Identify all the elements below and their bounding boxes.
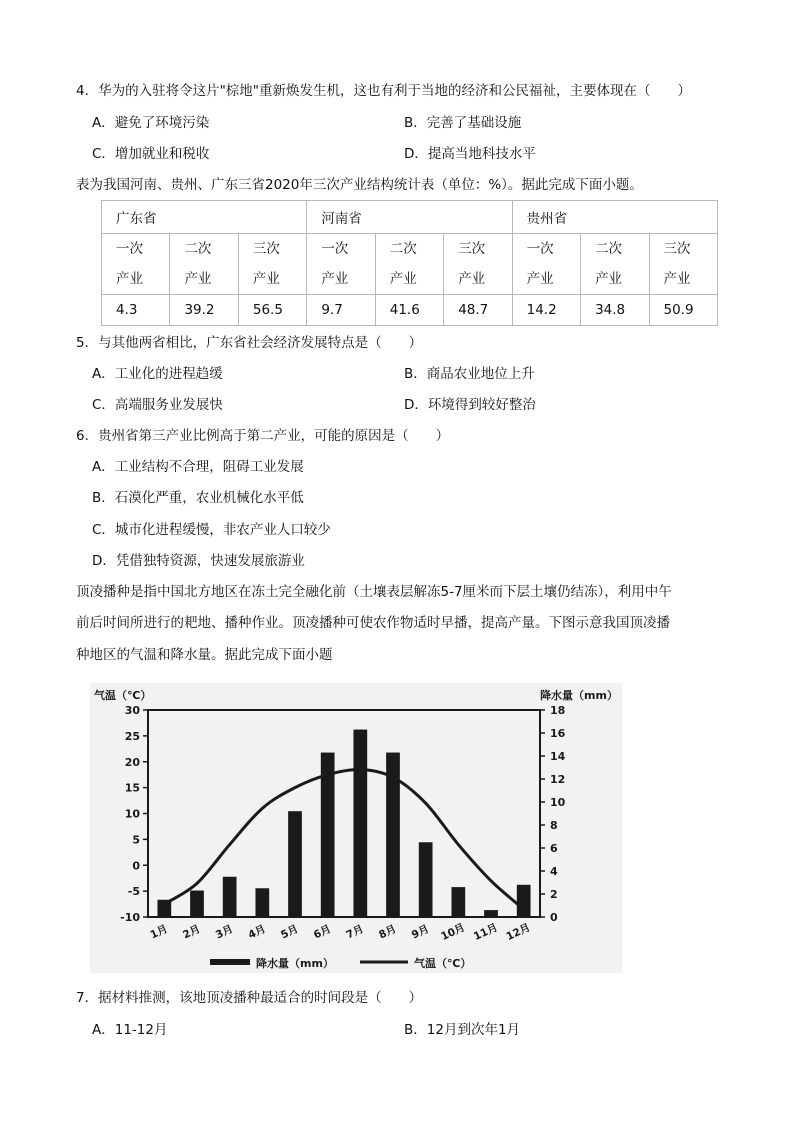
- industry-header: 三次产业: [238, 234, 306, 295]
- x-month-label: 12月: [504, 921, 533, 944]
- precipitation-bar: [288, 811, 302, 917]
- precipitation-bar: [419, 842, 433, 917]
- table-cell: 48.7: [444, 295, 512, 326]
- table-cell: 34.8: [581, 295, 649, 326]
- q6-option-b[interactable]: B．石漠化严重，农业机械化水平低: [92, 490, 304, 506]
- q4-option-a[interactable]: A．避免了环境污染: [92, 115, 210, 131]
- x-month-label: 7月: [344, 923, 366, 942]
- y-right-tick-label: 10: [550, 796, 566, 809]
- table-cell: 9.7: [307, 295, 375, 326]
- q5-option-d[interactable]: D．环境得到较好整治: [404, 397, 536, 413]
- y-left-tick-label: -10: [120, 911, 140, 924]
- legend-precipitation: 降水量（mm）: [256, 957, 334, 970]
- province-henan: 河南省: [307, 201, 512, 234]
- y-right-tick-label: 2: [550, 888, 558, 901]
- province-guangdong: 广东省: [102, 201, 307, 234]
- q6-option-d[interactable]: D．凭借独特资源，快速发展旅游业: [92, 553, 305, 569]
- q4-option-b[interactable]: B．完善了基础设施: [404, 115, 522, 131]
- precipitation-bar: [451, 887, 465, 917]
- precipitation-bar: [223, 877, 237, 917]
- q4-option-d[interactable]: D．提高当地科技水平: [404, 146, 536, 162]
- industry-header: 二次产业: [375, 234, 443, 295]
- legend-bar-swatch: [210, 959, 250, 965]
- q4-stem: 4．华为的入驻将令这片"棕地"重新焕发生机，这也有利于当地的经济和公民福祉，主要体现在（ ）: [76, 83, 692, 99]
- y-left-tick-label: 15: [124, 781, 140, 795]
- q5-option-b[interactable]: B．商品农业地位上升: [404, 366, 535, 382]
- q6-option-a[interactable]: A．工业结构不合理，阻碍工业发展: [92, 459, 304, 475]
- y-left-tick-label: 10: [124, 807, 140, 821]
- x-month-label: 6月: [311, 923, 334, 942]
- table-cell: 14.2: [512, 295, 580, 326]
- y-right-tick-label: 14: [550, 750, 566, 763]
- x-month-label: 3月: [213, 923, 236, 942]
- y-right-tick-label: 12: [550, 773, 566, 786]
- climate-chart: [90, 683, 622, 973]
- y-left-tick-label: 25: [124, 729, 140, 743]
- q5-option-a[interactable]: A．工业化的进程趋缓: [92, 366, 223, 382]
- y-left-tick-label: -5: [127, 885, 140, 899]
- y-left-tick-label: 0: [132, 859, 140, 873]
- legend-temperature: 气温（℃）: [414, 957, 472, 970]
- y-right-tick-label: 8: [550, 819, 558, 832]
- q7-option-b[interactable]: B．12月到次年1月: [404, 1022, 521, 1038]
- table-row-values: [102, 295, 718, 326]
- q4-option-c[interactable]: C．增加就业和税收: [92, 146, 210, 162]
- x-month-label: 4月: [246, 923, 268, 942]
- q5-option-c[interactable]: C．高端服务业发展快: [92, 397, 223, 413]
- x-month-label: 2月: [181, 923, 203, 942]
- industry-header: 一次产业: [102, 234, 170, 295]
- industry-header: 二次产业: [581, 234, 649, 295]
- precipitation-bar: [190, 891, 204, 917]
- x-month-label: 11月: [471, 921, 500, 944]
- industry-header: 二次产业: [170, 234, 238, 295]
- q5-stem: 5．与其他两省相比，广东省社会经济发展特点是（ ）: [76, 335, 423, 351]
- table-cell: 50.9: [649, 295, 718, 326]
- industry-header: 一次产业: [307, 234, 375, 295]
- y-right-tick-label: 4: [550, 865, 558, 878]
- chart-intro-line-3: 种地区的气温和降水量。据此完成下面小题: [76, 647, 333, 663]
- q6-option-c[interactable]: C．城市化进程缓慢，非农产业人口较少: [92, 522, 331, 538]
- industry-header: 三次产业: [649, 234, 718, 295]
- x-month-label: 1月: [148, 923, 170, 942]
- x-month-label: 9月: [409, 923, 432, 942]
- q6-stem: 6．贵州省第三产业比例高于第二产业，可能的原因是（ ）: [76, 428, 450, 444]
- table-row-industries: [102, 234, 718, 295]
- industry-header: 一次产业: [512, 234, 580, 295]
- q7-option-a[interactable]: A．11-12月: [92, 1022, 168, 1038]
- table-cell: 41.6: [375, 295, 443, 326]
- y-left-tick-label: 20: [124, 755, 140, 769]
- industry-structure-table: [101, 200, 718, 326]
- table-intro: 表为我国河南、贵州、广东三省2020年三次产业结构统计表（单位：%）。据此完成下面小题。: [76, 177, 643, 193]
- y-axis-right-label: 降水量（mm）: [540, 689, 618, 702]
- x-month-label: 10月: [439, 921, 467, 944]
- chart-intro-line-2: 前后时间所进行的耙地、播种作业。顶凌播种可使农作物适时早播，提高产量。下图示意我国顶凌播: [76, 615, 670, 631]
- q7-stem: 7．据材料推测，该地顶凌播种最适合的时间段是（ ）: [76, 990, 423, 1006]
- chart-intro-line-1: 顶凌播种是指中国北方地区在冻土完全融化前（土壤表层解冻5-7厘米而下层土壤仍结冻），利用中午: [76, 584, 672, 600]
- y-right-tick-label: 18: [550, 704, 566, 717]
- y-left-tick-label: 30: [124, 704, 140, 717]
- table-cell: 4.3: [102, 295, 170, 326]
- precipitation-bar: [517, 885, 531, 917]
- y-right-tick-label: 16: [550, 727, 566, 740]
- precipitation-bar: [255, 888, 269, 917]
- climate-chart-svg: [90, 683, 622, 973]
- precipitation-bar: [484, 910, 498, 917]
- x-month-label: 8月: [377, 923, 399, 942]
- y-right-tick-label: 0: [550, 911, 558, 924]
- x-month-label: 5月: [279, 923, 301, 942]
- industry-header: 三次产业: [444, 234, 512, 295]
- table-cell: 56.5: [238, 295, 306, 326]
- table-row-provinces: [102, 201, 718, 234]
- y-left-tick-label: 5: [132, 833, 140, 847]
- y-axis-left-label: 气温（℃）: [94, 689, 152, 702]
- table-cell: 39.2: [170, 295, 238, 326]
- y-right-tick-label: 6: [550, 842, 558, 855]
- province-guizhou: 贵州省: [512, 201, 717, 234]
- precipitation-bar: [353, 730, 367, 917]
